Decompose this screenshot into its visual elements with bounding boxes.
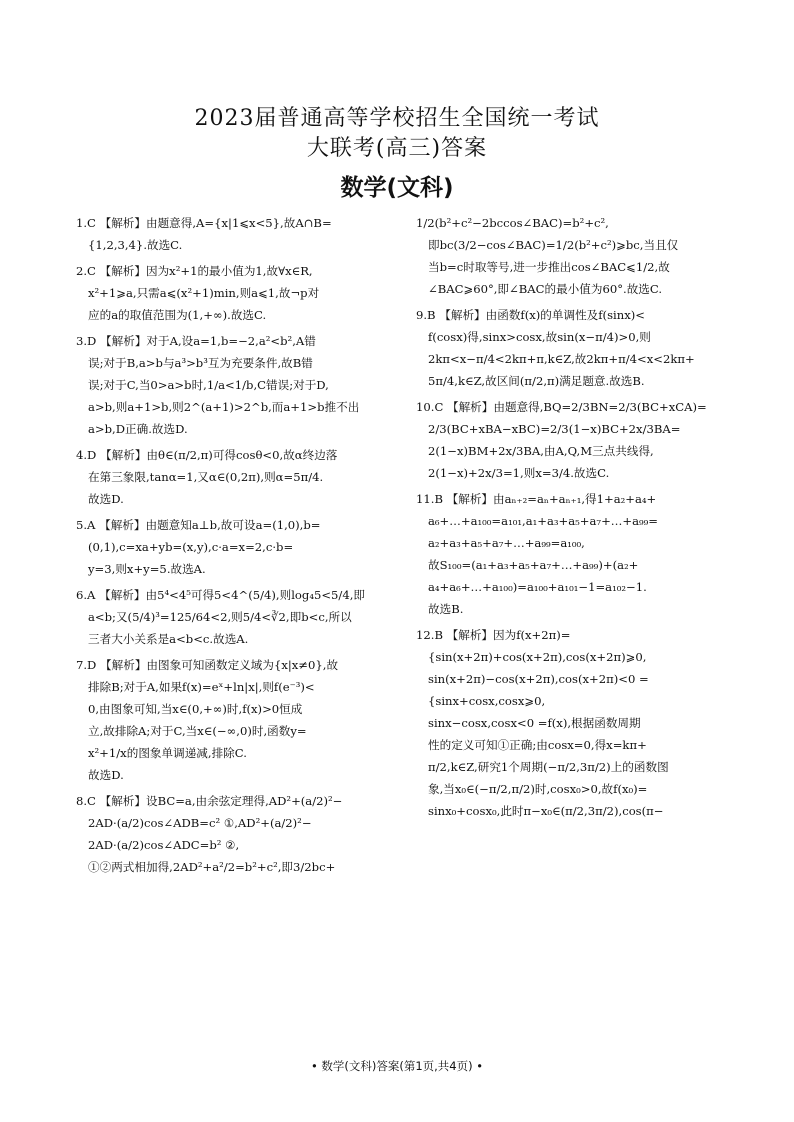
answer-line: a₂+a₃+a₅+a₇+…+a₉₉=a₁₀₀, [428, 536, 585, 550]
answer-line: 2/3(BC+xBA−xBC)=2/3(1−x)BC+2x/3BA= [428, 422, 681, 436]
answer-line: ∠BAC⩾60°,即∠BAC的最小值为60°.故选C. [428, 282, 663, 296]
answer-line: 2(1−x)+2x/3=1,则x=3/4.故选C. [428, 466, 610, 480]
answer-line: y=3,则x+y=5.故选A. [88, 562, 206, 576]
answer-line: a>b,D正确.故选D. [88, 422, 188, 436]
answer-line: 在第三象限,tanα=1,又α∈(0,2π),则α=5π/4. [88, 470, 324, 484]
answer-item [416, 212, 724, 300]
answer-item [76, 584, 386, 650]
answer-line: 故S₁₀₀=(a₁+a₃+a₅+a₇+…+a₉₉)+(a₂+ [428, 558, 639, 572]
answer-line: 9.B 【解析】由函数f(x)的单调性及f(sinx)< [416, 308, 645, 322]
answer-line: 立,故排除A;对于C,当x∈(−∞,0)时,函数y= [88, 724, 307, 738]
left-column [76, 212, 386, 882]
exam-title: 2023届普通高等学校招生全国统一考试 [194, 106, 600, 131]
answer-line: 当b=c时取等号,进一步推出cos∠BAC⩽1/2,故 [428, 260, 670, 274]
answer-item [416, 396, 724, 484]
answer-line: 排除B;对于A,如果f(x)=eˣ+ln|x|,则f(e⁻³)< [88, 680, 315, 694]
answer-line: 10.C 【解析】由题意得,BQ=2/3BN=2/3(BC+xCA)= [416, 400, 707, 414]
answer-line: {sin(x+2π)+cos(x+2π),cos(x+2π)⩾0, [428, 650, 647, 664]
answer-line: 1/2(b²+c²−2bccos∠BAC)=b²+c², [416, 216, 609, 230]
answer-line: 2AD·(a/2)cos∠ADC=b² ②, [88, 838, 240, 852]
answer-item [76, 212, 386, 256]
answer-line: 误;对于B,a>b与a³>b³互为充要条件,故B错 [88, 356, 313, 370]
answer-line: a<b;又(5/4)³=125/64<2,则5/4<∛2,即b<c,所以 [88, 610, 352, 624]
answer-line: 4.D 【解析】由θ∈(π/2,π)可得cosθ<0,故α终边落 [76, 448, 338, 462]
answer-line: a₆+…+a₁₀₀=a₁₀₁,a₁+a₃+a₅+a₇+…+a₉₉= [428, 514, 659, 528]
answer-item [416, 304, 724, 392]
answer-line: a>b,则a+1>b,则2^(a+1)>2^b,而a+1>b推不出 [88, 400, 360, 414]
answer-line: ①②两式相加得,2AD²+a²/2=b²+c²,即3/2bc+ [88, 860, 336, 874]
answer-line: sinx−cosx,cosx<0 =f(x),根据函数周期 [428, 716, 641, 730]
answer-line: f(cosx)得,sinx>cosx,故sin(x−π/4)>0,则 [428, 330, 651, 344]
answer-line: x²+1/x的图象单调递减,排除C. [88, 746, 247, 760]
answer-line: 即bc(3/2−cos∠BAC)=1/2(b²+c²)⩾bc,当且仅 [428, 238, 679, 252]
answer-line: 故选D. [88, 768, 124, 782]
answer-line: sinx₀+cosx₀,此时π−x₀∈(π/2,3π/2),cos(π− [428, 804, 664, 818]
answer-line: 0,由图象可知,当x∈(0,+∞)时,f(x)>0恒成 [88, 702, 303, 716]
answer-item [76, 790, 386, 878]
answer-item [76, 514, 386, 580]
document-header [0, 104, 794, 208]
right-column [416, 212, 724, 826]
answer-line: 2kπ<x−π/4<2kπ+π,k∈Z,故2kπ+π/4<x<2kπ+ [428, 352, 695, 366]
answer-line: 2(1−x)BM+2x/3BA,由A,Q,M三点共线得, [428, 444, 654, 458]
answer-item [76, 444, 386, 510]
page-footer: • 数学(文科)答案(第1页,共4页) • [310, 1059, 484, 1073]
answer-line: π/2,k∈Z,研究1个周期(−π/2,3π/2)上的函数图 [428, 760, 669, 774]
answer-line: a₄+a₆+…+a₁₀₀)=a₁₀₀+a₁₀₁−1=a₁₀₂−1. [428, 580, 647, 594]
answer-line: 1.C 【解析】由题意得,A={x|1⩽x<5},故A∩B= [76, 216, 332, 230]
answer-line: 故选D. [88, 492, 124, 506]
answer-item [76, 654, 386, 786]
answer-line: 5.A 【解析】由题意知a⊥b,故可设a=(1,0),b= [76, 518, 321, 532]
answer-line: 误;对于C,当0>a>b时,1/a<1/b,C错误;对于D, [88, 378, 329, 392]
answer-line: 故选B. [428, 602, 464, 616]
answer-item [416, 624, 724, 822]
answer-line: 12.B 【解析】因为f(x+2π)= [416, 628, 571, 642]
answer-line: 三者大小关系是a<b<c.故选A. [88, 632, 249, 646]
answer-line: (0,1),c=xa+yb=(x,y),c·a=x=2,c·b= [88, 540, 294, 554]
answer-line: 应的a的取值范围为(1,+∞).故选C. [88, 308, 267, 322]
answer-line: 性的定义可知①正确;由cosx=0,得x=kπ+ [428, 738, 647, 752]
answer-line: x²+1⩾a,只需a⩽(x²+1)min,则a⩽1,故¬p对 [88, 286, 320, 300]
answer-item [416, 488, 724, 620]
answer-item [76, 330, 386, 440]
answer-line: 11.B 【解析】由aₙ₊₂=aₙ+aₙ₊₁,得1+a₂+a₄+ [416, 492, 657, 506]
exam-subtitle: 大联考(高三)答案 [306, 136, 488, 161]
answer-line: 2.C 【解析】因为x²+1的最小值为1,故∀x∈R, [76, 264, 313, 278]
subject-title: 数学(文科) [340, 175, 454, 201]
answer-line: 7.D 【解析】由图象可知函数定义域为{x|x≠0},故 [76, 658, 339, 672]
answer-line: {1,2,3,4}.故选C. [88, 238, 183, 252]
answer-line: 8.C 【解析】设BC=a,由余弦定理得,AD²+(a/2)²− [76, 794, 343, 808]
answer-item [76, 260, 386, 326]
answer-line: {sinx+cosx,cosx⩾0, [428, 694, 546, 708]
answer-line: 2AD·(a/2)cos∠ADB=c² ①,AD²+(a/2)²− [88, 816, 312, 830]
answer-line: 象,当x₀∈(−π/2,π/2)时,cosx₀>0,故f(x₀)= [428, 782, 648, 796]
answer-line: 5π/4,k∈Z,故区间(π/2,π)满足题意.故选B. [428, 374, 645, 388]
answer-line: 3.D 【解析】对于A,设a=1,b=−2,a²<b²,A错 [76, 334, 316, 348]
answer-line: 6.A 【解析】由5⁴<4⁵可得5<4^(5/4),则log₄5<5/4,即 [76, 588, 365, 602]
answer-line: sin(x+2π)−cos(x+2π),cos(x+2π)<0 = [428, 672, 649, 686]
